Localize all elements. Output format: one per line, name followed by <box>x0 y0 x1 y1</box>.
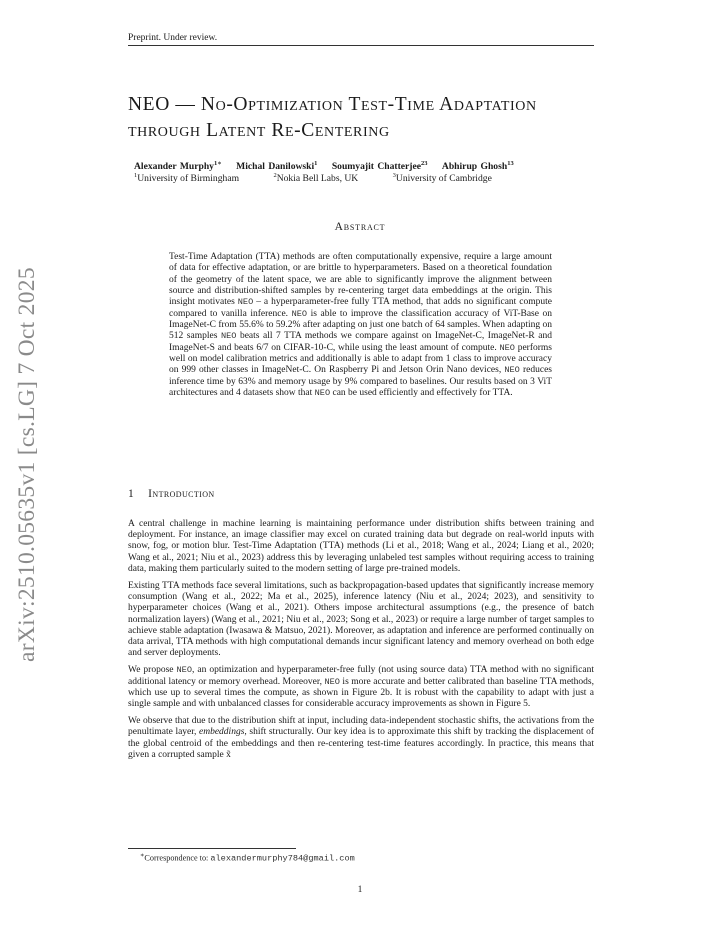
page-number: 1 <box>357 885 363 895</box>
title-smallcaps-1: o-Optimization Test-Time Adaptation <box>215 94 537 115</box>
footnote-rule <box>128 848 296 849</box>
abstract-heading: Abstract <box>334 221 386 233</box>
affiliation: $^3$University of Cambridge <box>392 172 492 185</box>
arxiv-identifier: arXiv:2510.05635v1 [cs.LG] 7 Oct 2025 <box>14 267 40 662</box>
paragraph: A central challenge in machine learning is maintaining performance under distribution shifts between training and deployment. For instance, an image classifier may excel on curated training data but degrade on real-world inputs with snow, fog, or motion blur. Test-Time Adaptation (TTA) methods (Li et al., 2018; Wang et al., 2024; Liang et al., 2020; Wang et al., 2021; Niu et al., 2023) address this by leveraging unlabeled test samples without requiring access to training data, making them particularly suited to the modern setting of large pre-trained models. <box>128 519 594 574</box>
paragraph: We propose NEO, an optimization and hyperparameter-free fully (not using source data) TTA method with no significant additional latency or memory overhead. Moreover, NEO is more accurate and better calibrated than baseline TTA methods, which use up to several times the compute, as shown in Figure 2b. It is robust with the capability to adapt with just a single sample and with unbalanced classes for considerable accuracy improvements as shown in Figure 5. <box>128 665 595 710</box>
section-number: 1 <box>128 488 135 500</box>
title-prefix: NEO — N <box>128 94 216 115</box>
introduction-body <box>128 519 594 767</box>
paragraph: We observe that due to the distribution shift at input, including data-independent stochastic shifts, the activations from the penultimate layer, embeddings, shift structurally. Our key idea is to approximate this shift by tracking the displacement of the global centroid of the embeddings and then re-centering test-time features accordingly. In practice, this means that given a corrupted sample x̃ <box>128 716 594 760</box>
footnote: ∗Correspondence to: alexandermurphy784@gmail.com <box>140 852 355 864</box>
author: Michal Danilowski$^1$ <box>236 160 318 173</box>
author: Soumyajit Chatterjee$^{23}$ <box>331 160 428 173</box>
paper-title <box>128 92 608 144</box>
author-list <box>134 159 604 172</box>
author: Abhirup Ghosh$^{13}$ <box>441 160 514 173</box>
section-heading <box>128 488 215 500</box>
title-line-2: through Latent Re-Centering <box>128 120 390 141</box>
section-title: Introduction <box>148 488 215 500</box>
running-header: Preprint. Under review. <box>128 33 594 46</box>
affiliation: $^2$Nokia Bell Labs, UK <box>273 172 359 185</box>
affiliation: $^1$University of Birmingham <box>134 172 240 185</box>
abstract-body: Test-Time Adaptation (TTA) methods are often computationally expensive, require a large amount of data for effective adaptation, or are brittle to hyperparameters. Based on a theoretical foundation of the geometry of the latent space, we are able to significantly improve the alignment between source and distribution-shifted samples by re-centering target data embeddings at the origin. This insight motivates NEO – a hyperparameter-free fully TTA method, that adds no significant compute compared to vanilla inference. NEO is able to improve the classification accuracy of ViT-Base on ImageNet-C from 55.6% to 59.2% after adapting on just one batch of 64 samples. When adapting on 512 samples NEO beats all 7 TTA methods we compare against on ImageNet-C, ImageNet-R and ImageNet-S and beats 6/7 on CIFAR-10-C, while using the least amount of compute. NEO performs well on model calibration metrics and additionally is able to adapt from 1 class to improve accuracy on 999 other classes in ImageNet-C. On Raspberry Pi and Jetson Orin Nano devices, NEO reduces inference time by 63% and memory usage by 9% compared to baselines. Our results based on 3 ViT architectures and 4 datasets show that NEO can be used efficiently and effectively for TTA. <box>169 252 553 399</box>
title-line-1 <box>128 92 608 118</box>
affiliation-list <box>134 172 604 184</box>
paragraph: Existing TTA methods face several limitations, such as backpropagation-based updates that significantly increase memory consumption (Wang et al., 2022; Ma et al., 2025), inference latency (Niu et al., 2024; 2023), and sensitivity to hyperparameter choices (Wang et al., 2021). Others impose architectural assumptions (e.g., the presence of batch normalization layers) (Wang et al., 2021; Niu et al., 2023; Song et al., 2023) or require a large number of target samples to achieve stable adaptation (Iwasawa & Matsuo, 2021). Moreover, as adaptation and inference are performed continually on data arrival, TTA methods with high computational demands incur significant latency and memory overhead on both edge and server deployments. <box>128 581 594 659</box>
author: Alexander Murphy$^{1∗}$ <box>134 160 222 173</box>
email-link[interactable]: alexandermurphy784@gmail.com <box>210 853 355 864</box>
